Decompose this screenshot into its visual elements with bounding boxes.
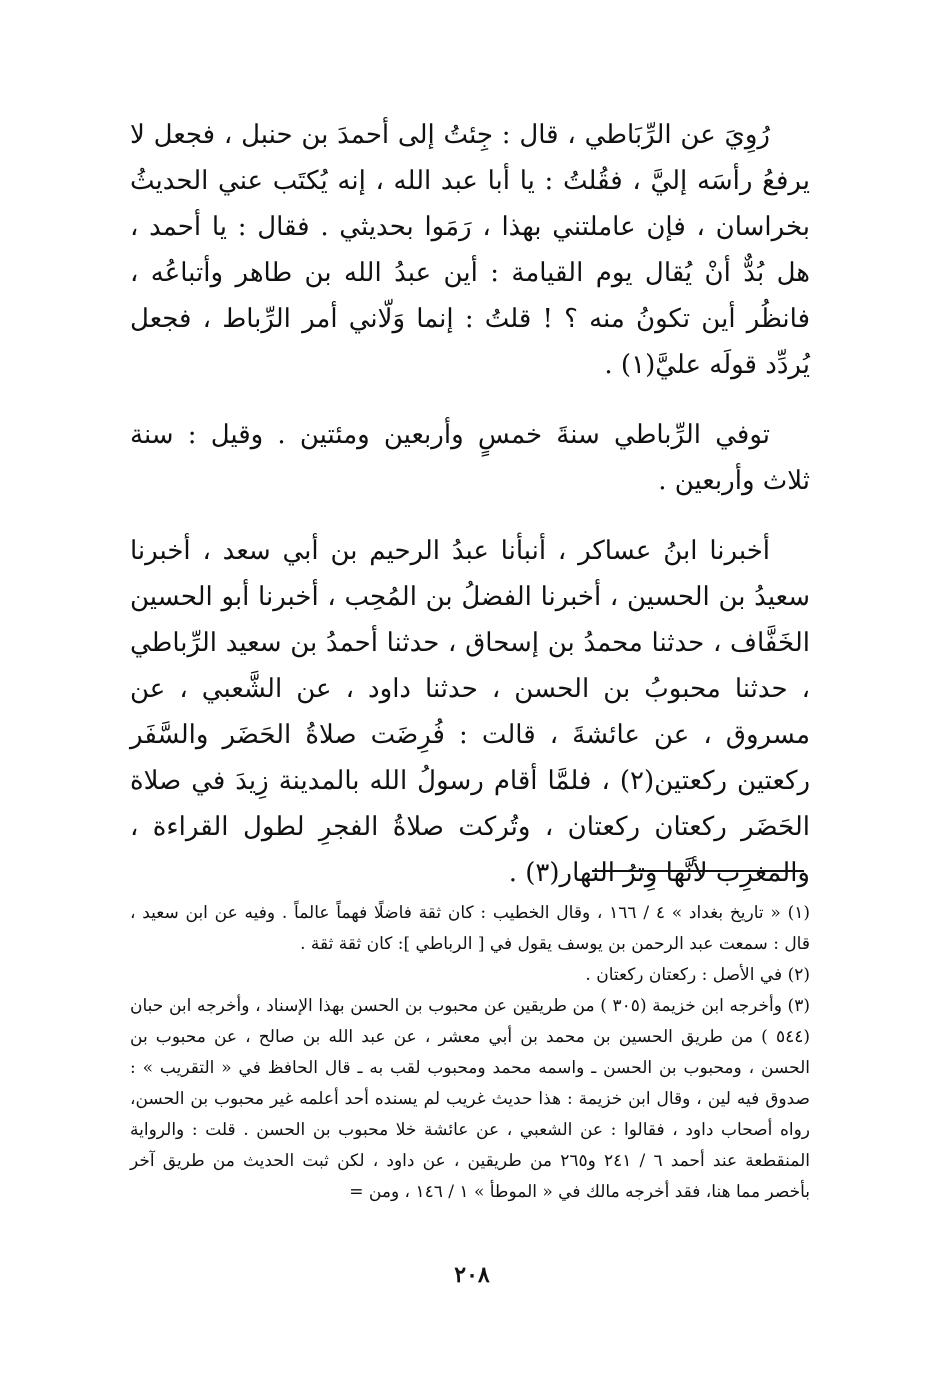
page-number: ٢٠٨	[454, 1262, 490, 1288]
footnote-1: (١) « تاريخ بغداد » ٤ / ١٦٦ ، وقال الخطيب : كان ثقة فاضلًا فهماً عالماً . وفيه عن ابن سعيد ، قال : سمعت عبد الرحمن بن يوسف يقول في [ الرباطي ]: كان ثقة ثقة .	[130, 903, 810, 954]
footnotes	[130, 898, 810, 1208]
footnote-separator	[592, 870, 804, 872]
paragraph-1: رُوِيَ عن الرِّبَاطي ، قال : جِئتُ إلى أحمدَ بن حنبل ، فجعل لا يرفعُ رأسَه إليَّ ، فقُلتُ : يا أبا عبد الله ، إنه يُكتَب عني الحديثُ بخراسان ، فإن عاملتني بهذا ، رَمَوا بحديثي . فقال : يا أحمد ، هل بُدٌّ أنْ يُقال يوم القيامة : أين عبدُ الله بن طاهر وأتباعُه ، فانظُر أين تكونُ منه ؟ ! قلتُ : إنما وَلّاني أمر الرِّباط ، فجعل يُردِّد قولَه عليَّ(١) .	[130, 120, 810, 380]
footnote-3: (٣) وأخرجه ابن خزيمة (٣٠٥ ) من طريقين عن محبوب بن الحسن بهذا الإسناد ، وأخرجه ابن حبان (٥٤٤ ) من طريق الحسين بن محمد بن أبي معشر ، عن عبد الله بن صالح ، عن محبوب بن الحسن ، ومحبوب بن الحسن ـ واسمه محمد ومحبوب لقب به ـ قال الحافظ في « التقريب » : صدوق فيه لين ، وقال ابن خزيمة : هذا حديث غريب لم يسنده أحد أعلمه غير محبوب بن الحسن، رواه أصحاب داود ، فقالوا : عن الشعبي ، عن عائشة خلا محبوب بن الحسن . قلت : والرواية المنقطعة عند أحمد ٦ / ٢٤١ و٢٦٥ من طريقين ، عن داود ، لكن ثبت الحديث من طريق آخر بأخصر مما هنا، فقد أخرجه مالك في « الموطأ » ١ / ١٤٦ ، ومن =	[130, 996, 810, 1202]
footnote-2: (٢) في الأصل : ركعتان ركعتان .	[585, 965, 810, 985]
main-text	[130, 112, 810, 920]
paragraph-3: أخبرنا ابنُ عساكر ، أنبأنا عبدُ الرحيم بن أبي سعد ، أخبرنا سعيدُ بن الحسين ، أخبرنا الفضلُ بن المُحِب ، أخبرنا أبو الحسين الخَفَّاف ، حدثنا محمدُ بن إسحاق ، حدثنا أحمدُ بن سعيد الرِّباطي ، حدثنا محبوبُ بن الحسن ، حدثنا داود ، عن الشَّعبي ، عن مسروق ، عن عائشةَ ، قالت : فُرِضَت صلاةُ الحَضَر والسَّفَر ركعتين ركعتين(٢) ، فلمَّا أقام رسولُ الله بالمدينة زِيدَ في صلاة الحَضَر ركعتان ركعتان ، وتُركت صلاةُ الفجرِ لطول القراءة ، والمغرِب لأنَّها وِترُ النهار(٣) .	[130, 536, 811, 888]
paragraph-2: توفي الرِّباطي سنةَ خمسٍ وأربعين ومئتين . وقيل : سنة ثلاث وأربعين .	[130, 420, 810, 496]
